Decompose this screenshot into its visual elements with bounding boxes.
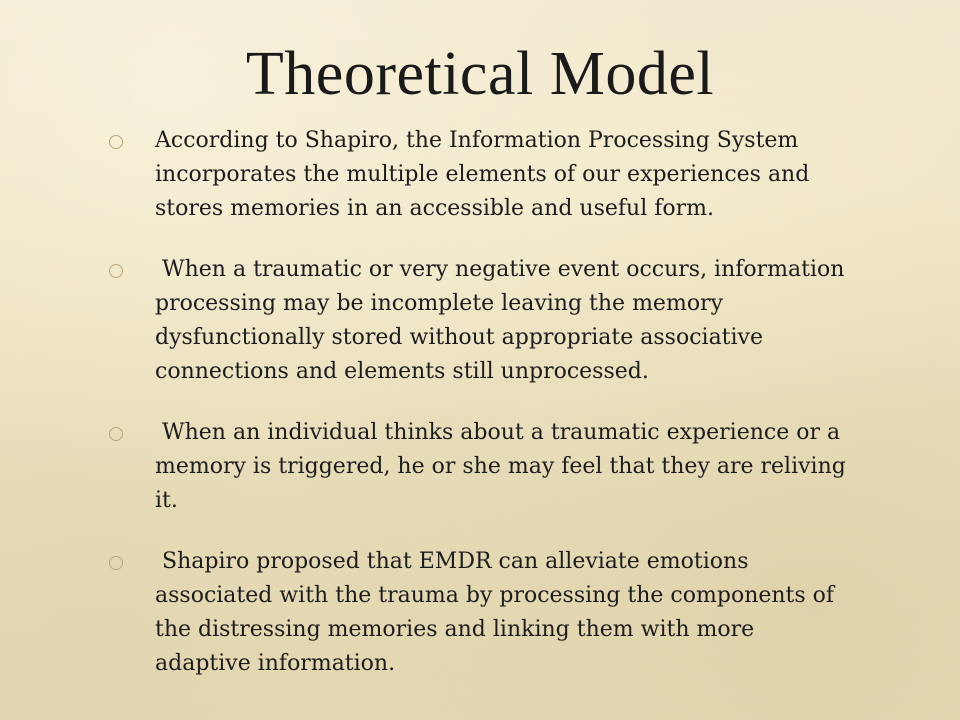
bullet-text: When an individual thinks about a traumatic experience or a memory is triggered, he or she may feel that they are reliving it. — [155, 420, 853, 513]
bullet-text: When a traumatic or very negative event occurs, information processing may be incomplete leaving the memory dysfunctionally stored without appropriate associative connections and elements still unprocessed. — [155, 257, 852, 384]
bullet-item — [106, 416, 853, 518]
bullet-item — [106, 545, 846, 681]
bullet-item — [106, 253, 852, 389]
bullet-list — [106, 124, 853, 681]
hollow-circle-bullet-icon — [109, 135, 123, 149]
bullet-item — [106, 124, 846, 226]
slide-title: Theoretical Model — [245, 40, 715, 108]
bullet-text: According to Shapiro, the Information Processing System incorporates the multiple elements of our experiences and stores memories in an accessible and useful form. — [155, 128, 817, 221]
hollow-circle-bullet-icon — [109, 427, 123, 441]
bullet-text: Shapiro proposed that EMDR can alleviate emotions associated with the trauma by processing the components of the distressing memories and linking them with more adaptive information. — [155, 549, 842, 676]
hollow-circle-bullet-icon — [109, 264, 123, 278]
hollow-circle-bullet-icon — [109, 556, 123, 570]
